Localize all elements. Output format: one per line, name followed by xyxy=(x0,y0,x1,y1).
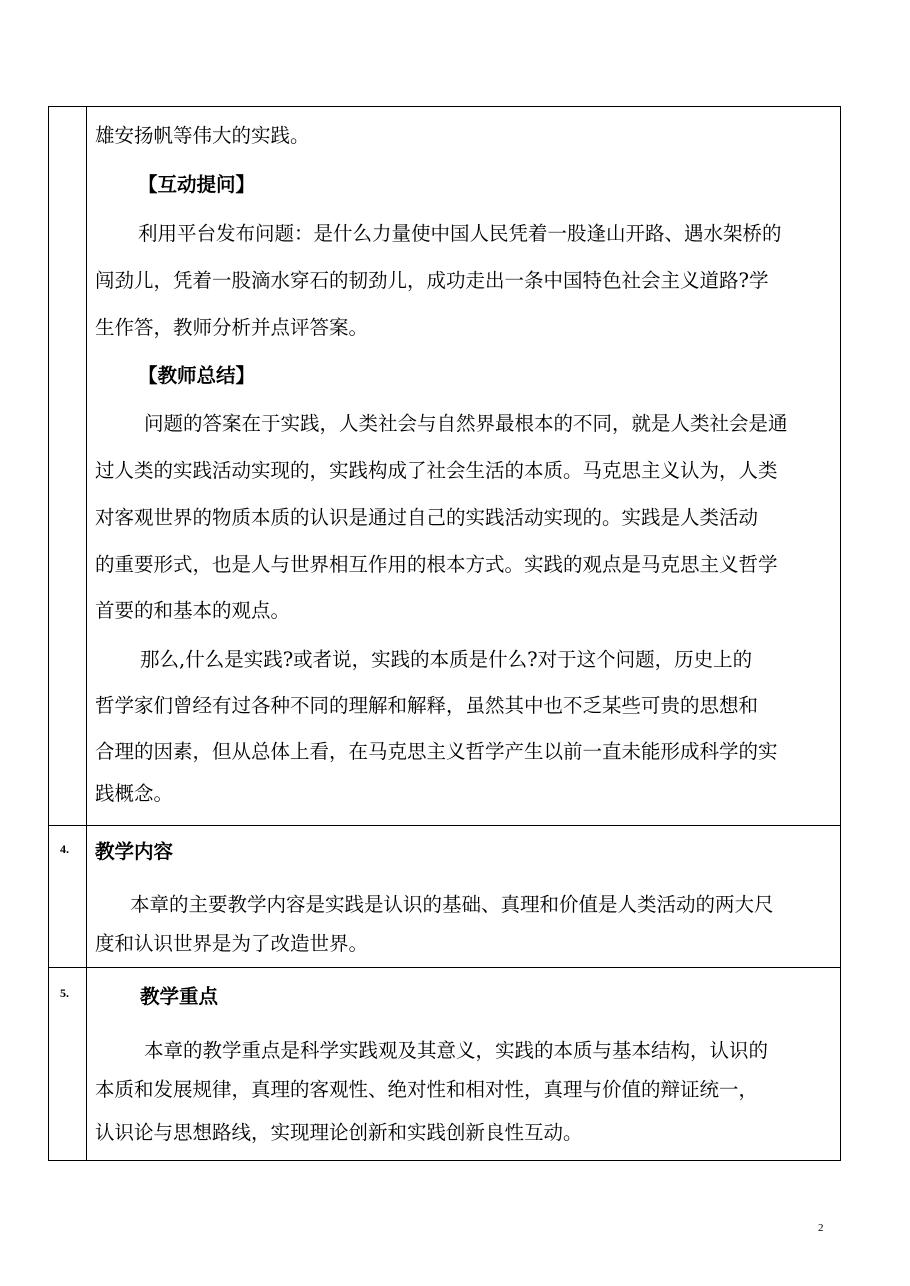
row3-line-14: 合理的因素，但从总体上看，在马克思主义哲学产生以前一直未能形成科学的实 xyxy=(95,740,778,763)
row3-line-13: 哲学家们曾经有过各种不同的理解和解释，虽然其中也不乏某些可贵的思想和 xyxy=(95,694,759,717)
row-divider-4 xyxy=(48,825,841,826)
row3-line-4: 闯劲儿，凭着一股滴水穿石的韧劲儿，成功走出一条中国特色社会主义道路?学 xyxy=(95,269,769,292)
row5-line-1: 本章的教学重点是科学实践观及其意义，实践的本质与基本结构，认识的 xyxy=(144,1039,769,1062)
row4-line-2: 度和认识世界是为了改造世界。 xyxy=(95,932,369,955)
row5-number: 5. xyxy=(60,986,69,1000)
row3-heading-interactive-question: 【互动提问】 xyxy=(138,173,256,196)
row3-line-7: 问题的答案在于实践，人类社会与自然界最根本的不同，就是人类社会是通 xyxy=(144,412,788,435)
row4-number: 4. xyxy=(60,842,69,856)
row3-line-11: 首要的和基本的观点。 xyxy=(95,599,291,622)
column-divider xyxy=(86,106,87,1161)
row-divider-5 xyxy=(48,967,841,968)
row3-line-9: 对客观世界的物质本质的认识是通过自己的实践活动实现的。实践是人类活动 xyxy=(95,506,759,529)
row3-line-1: 雄安扬帆等伟大的实践。 xyxy=(95,124,310,147)
row4-title: 教学内容 xyxy=(95,840,174,863)
row3-line-15: 践概念。 xyxy=(95,782,174,805)
row3-line-8: 过人类的实践活动实现的，实践构成了社会生活的本质。马克思主义认为，人类 xyxy=(95,459,778,482)
row5-line-2: 本质和发展规律，真理的客观性、绝对性和相对性，真理与价值的辩证统一， xyxy=(95,1078,759,1101)
page-number: 2 xyxy=(818,1222,824,1234)
row5-line-3: 认识论与思想路线，实现理论创新和实践创新良性互动。 xyxy=(95,1121,583,1144)
row3-line-10: 的重要形式，也是人与世界相互作用的根本方式。实践的观点是马克思主义哲学 xyxy=(95,553,778,576)
row3-heading-teacher-summary: 【教师总结】 xyxy=(138,364,256,387)
row3-line-5: 生作答，教师分析并点评答案。 xyxy=(95,316,369,339)
row4-line-1: 本章的主要教学内容是实践是认识的基础、真理和价值是人类活动的两大尺 xyxy=(130,893,774,916)
row3-line-3: 利用平台发布问题：是什么力量使中国人民凭着一股逢山开路、遇水架桥的 xyxy=(138,222,782,245)
row3-line-12: 那么,什么是实践?或者说，实践的本质是什么?对于这个问题，历史上的 xyxy=(140,648,753,671)
row5-title: 教学重点 xyxy=(140,985,219,1008)
